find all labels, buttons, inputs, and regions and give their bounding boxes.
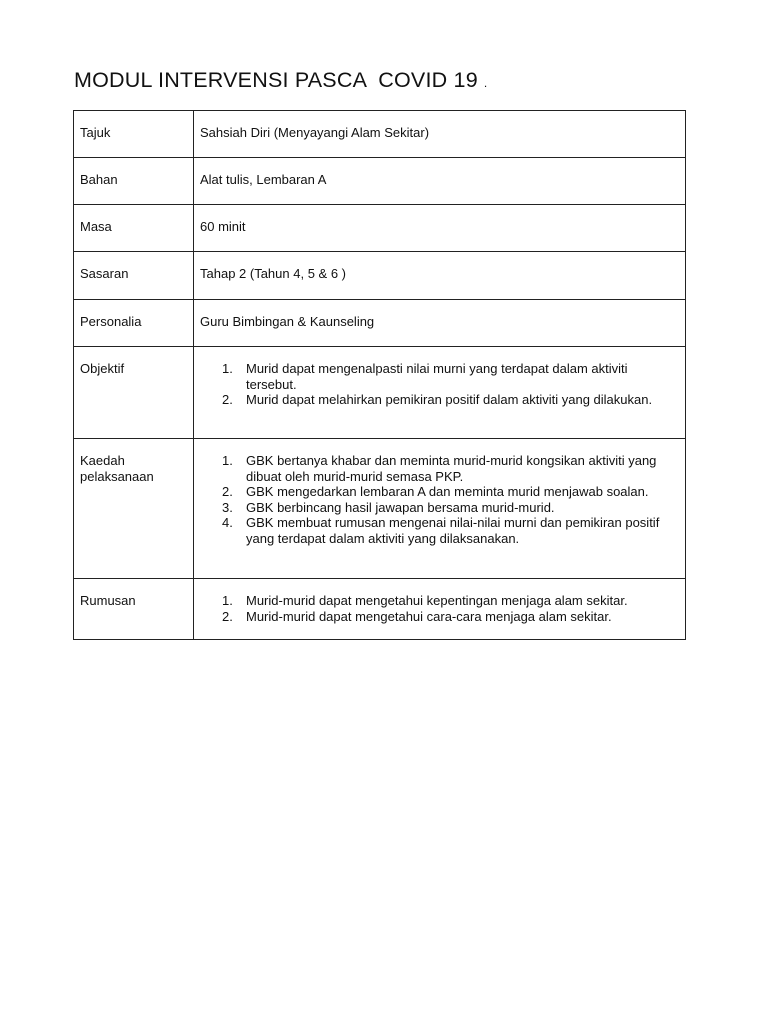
objektif-list <box>194 347 685 408</box>
row-personalia <box>74 300 686 347</box>
value-cell-rumusan <box>194 579 686 640</box>
label-cell-bahan <box>74 158 194 205</box>
value-cell-objektif <box>194 347 686 439</box>
label-cell-objektif <box>74 347 194 439</box>
list-item-text: Murid-murid dapat mengetahui cara-cara menjaga alam sekitar. <box>246 608 612 624</box>
module-table <box>73 110 686 640</box>
list-item-text: Murid-murid dapat mengetahui kepentingan menjaga alam sekitar. <box>246 593 628 608</box>
list-item-text: GBK bertanya khabar dan meminta murid-murid kongsikan aktiviti yang dibuat oleh murid-murid semasa PKP. <box>246 453 657 484</box>
row-sasaran <box>74 252 686 300</box>
value-cell-bahan <box>194 158 686 205</box>
row-rumusan <box>74 579 686 640</box>
list-item-number: 1. <box>222 453 233 468</box>
row-bahan <box>74 158 686 205</box>
page-title-text: MODUL INTERVENSI PASCA COVID 19 <box>74 68 478 92</box>
page-title-suffix: . <box>483 76 488 90</box>
value-cell-kaedah <box>194 439 686 579</box>
label-cell-masa <box>74 205 194 252</box>
list-item-number: 2. <box>222 392 233 407</box>
list-item-number: 2. <box>222 484 233 499</box>
label-rumusan: Rumusan <box>80 593 136 608</box>
value-tajuk: Sahsiah Diri (Menyayangi Alam Sekitar) <box>200 125 430 140</box>
list-item <box>222 608 673 625</box>
list-item-text: Murid dapat mengenalpasti nilai murni yang terdapat dalam aktiviti tersebut. <box>246 361 628 392</box>
label-bahan: Bahan <box>80 172 118 187</box>
label-cell-kaedah <box>74 439 194 579</box>
label-cell-sasaran <box>74 252 194 300</box>
list-item-number: 3. <box>222 499 233 515</box>
list-item-number: 1. <box>222 593 233 608</box>
label-personalia: Personalia <box>80 314 142 329</box>
label-tajuk: Tajuk <box>80 125 111 140</box>
list-item <box>222 515 673 546</box>
row-objektif <box>74 347 686 439</box>
label-masa: Masa <box>80 219 112 234</box>
kaedah-list <box>194 439 685 546</box>
value-masa: 60 minit <box>200 219 246 234</box>
rumusan-list <box>194 579 685 624</box>
list-item-number: 4. <box>222 515 233 530</box>
label-sasaran: Sasaran <box>80 266 129 281</box>
list-item <box>222 361 673 392</box>
list-item <box>222 453 673 484</box>
page-title <box>74 68 487 93</box>
label-kaedah: Kaedah pelaksanaan <box>80 453 154 484</box>
label-objektif: Objektif <box>80 361 125 376</box>
row-kaedah <box>74 439 686 579</box>
list-item-text: GBK berbincang hasil jawapan bersama murid-murid. <box>246 499 555 515</box>
label-cell-personalia <box>74 300 194 347</box>
value-cell-masa <box>194 205 686 252</box>
list-item <box>222 392 673 408</box>
list-item <box>222 484 673 500</box>
label-cell-tajuk <box>74 111 194 158</box>
value-cell-sasaran <box>194 252 686 300</box>
value-sasaran: Tahap 2 (Tahun 4, 5 & 6 ) <box>200 266 346 281</box>
list-item <box>222 593 673 609</box>
list-item-number: 2. <box>222 608 233 624</box>
list-item-text: GBK mengedarkan lembaran A dan meminta murid menjawab soalan. <box>246 484 649 499</box>
value-personalia: Guru Bimbingan & Kaunseling <box>200 314 375 329</box>
value-cell-personalia <box>194 300 686 347</box>
row-tajuk <box>74 111 686 158</box>
list-item-text: Murid dapat melahirkan pemikiran positif dalam aktiviti yang dilakukan. <box>246 392 653 407</box>
list-item-number: 1. <box>222 361 233 376</box>
label-cell-rumusan <box>74 579 194 640</box>
list-item-text: GBK membuat rumusan mengenai nilai-nilai murni dan pemikiran positif yang terdapat dalam aktiviti yang dilaksanakan. <box>246 515 660 546</box>
row-masa <box>74 205 686 252</box>
value-bahan: Alat tulis, Lembaran A <box>200 172 327 187</box>
value-cell-tajuk <box>194 111 686 158</box>
list-item <box>222 499 673 516</box>
